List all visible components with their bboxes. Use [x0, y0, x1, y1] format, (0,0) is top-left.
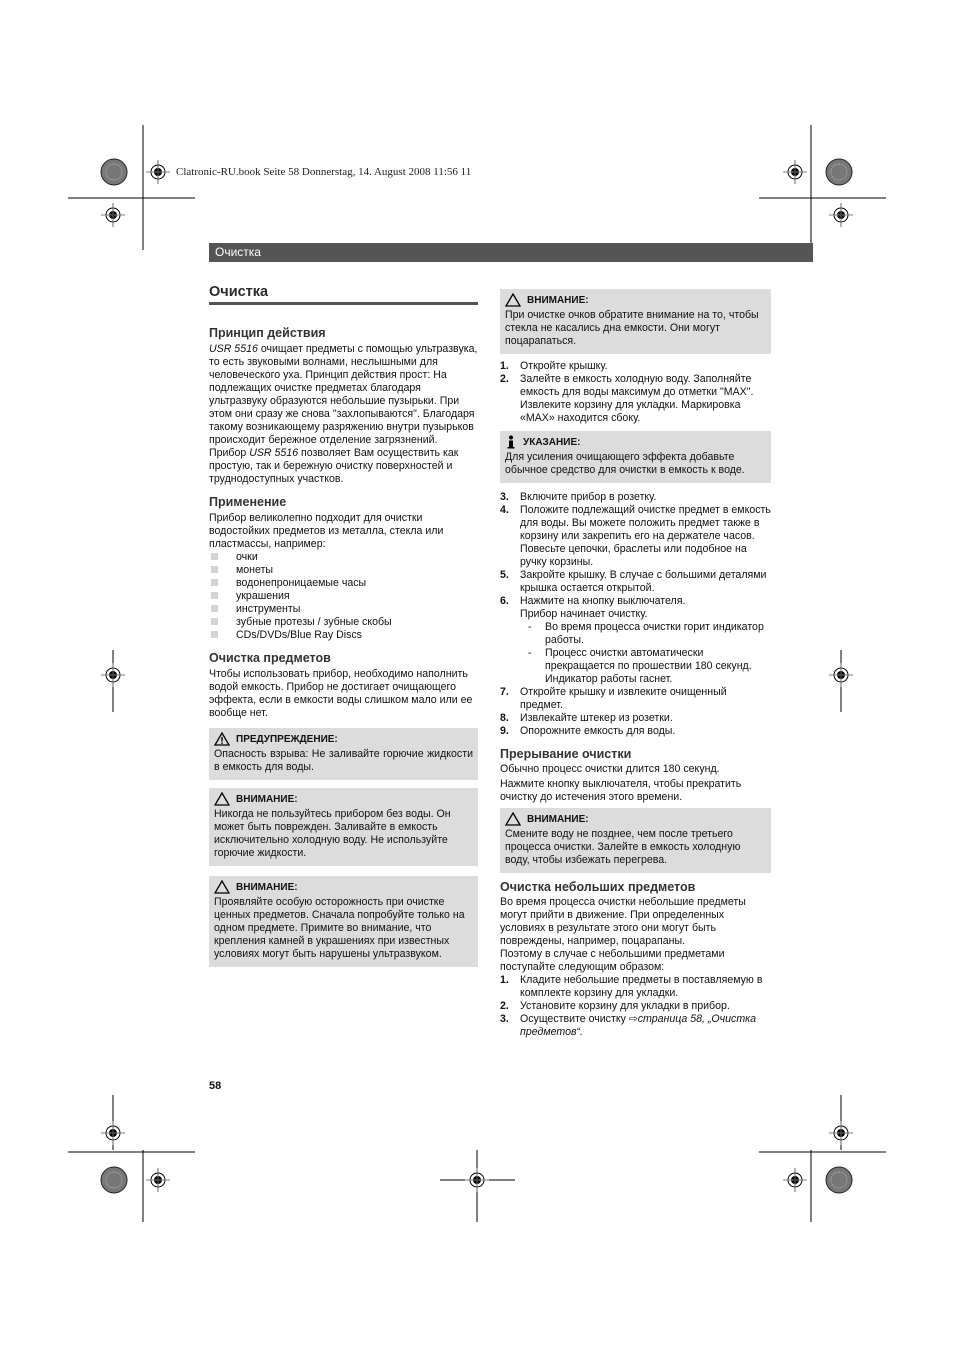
list-item [500, 491, 771, 504]
step-number: 1. [500, 360, 509, 372]
step-number: 7. [500, 686, 509, 698]
step-number: 1. [500, 974, 509, 986]
step-text: Откройте крышку и извлеките очищенный предмет. [520, 686, 727, 711]
caution-title [214, 792, 473, 806]
step-text: Опорожните емкость для воды. [520, 725, 676, 737]
heading-usage: Применение [209, 495, 287, 509]
steps-list [500, 491, 771, 621]
list-item: монеты [209, 564, 478, 577]
left-column [209, 286, 478, 967]
step-number: 6. [500, 595, 509, 607]
caution-box [209, 788, 478, 866]
usage-intro: Прибор великолепно подходит для очистки водостойких предметов из металла, стекла или пластмассы, например: [209, 512, 444, 550]
warning-title-text: ПРЕДУПРЕЖДЕНИЕ: [236, 733, 338, 745]
list-item [500, 595, 771, 621]
step-text: Установите корзину для укладки в прибор. [520, 1000, 730, 1012]
step-number: 8. [500, 712, 509, 724]
step-text: Кладите небольшие предметы в поставляемую в комплекте корзину для укладки. [520, 974, 763, 999]
right-column [500, 289, 771, 1039]
info-icon [505, 435, 517, 449]
small-text-2: Поэтому в случае с небольшими предметами поступайте следующим образом: [500, 948, 725, 973]
step-text: Нажмите на кнопку выключателя. [520, 595, 686, 607]
step-text: Откройте крышку. [520, 360, 608, 372]
model-name-2: USR 5516 [249, 447, 299, 459]
page-number: 58 [209, 1080, 222, 1092]
list-item [500, 569, 771, 595]
caution-title-text: ВНИМАНИЕ: [527, 813, 589, 825]
caution-title [505, 293, 766, 307]
caution-title-text: ВНИМАНИЕ: [527, 294, 589, 306]
list-item: водонепроницаемые часы [209, 577, 478, 590]
caution-title [214, 880, 473, 894]
step-number: 3. [500, 491, 509, 503]
note-title-text: УКАЗАНИЕ: [523, 436, 581, 448]
note-text: Для усиления очищающего эффекта добавьте обычное средство для очистки в емкость к воде. [505, 451, 745, 476]
list-item: инструменты [209, 603, 478, 616]
caution-triangle-icon [505, 293, 521, 307]
page-reference-link[interactable]: страница 58, „Очистка предметов“. [520, 1013, 757, 1038]
caution-box [209, 876, 478, 967]
principle-text-2 [209, 447, 478, 486]
steps-list [500, 974, 771, 1039]
list-item: зубные протезы / зубные скобы [209, 616, 478, 629]
step-text: Закройте крышку. В случае с большими деталями крышка остается открытой. [520, 569, 767, 594]
principle-body: очищает предметы с помощью ультразвука, то есть звуковыми волнами, неслышными для человеческого уха. Принцип действия прост: На подлежащих очистке предметах благодаря ультразвуку образуются небольшие пузырьки. При этом они сразу же снова "захлопываются". Благодаря такому возникающему разряжению внутри пузырьков происходит бережное отделение загрязнений. [209, 343, 478, 446]
interrupt-text-2: Нажмите кнопку выключателя, чтобы прекратить очистку до истечения этого времени. [500, 778, 742, 803]
step-subtext: Прибор начинает очистку. [520, 608, 648, 620]
list-item [500, 974, 771, 1000]
list-item [500, 360, 771, 373]
step-text: Включите прибор в розетку. [520, 491, 657, 503]
list-item [500, 686, 771, 712]
caution-box [500, 808, 771, 873]
section-header-bar [209, 243, 813, 262]
list-item: - Во время процесса очистки горит индикатор работы. [500, 621, 771, 647]
step6-details [500, 621, 771, 686]
step-number: 9. [500, 725, 509, 737]
list-item: очки [209, 551, 478, 564]
caution-title-text: ВНИМАНИЕ: [236, 793, 298, 805]
cleaning-text: Чтобы использовать прибор, необходимо наполнить водой емкость. Прибор не достигает очищающего эффекта, если в емкости воды слишком мало или ее вообще нет. [209, 668, 473, 719]
list-item [500, 712, 771, 725]
model-name: USR 5516 [209, 343, 258, 355]
list-item [500, 725, 771, 738]
list-item [500, 373, 771, 425]
note-box [500, 431, 771, 483]
caution-text: При очистке очков обратите внимание на то, чтобы стекла не касались дна емкости. Они могут поцарапаться. [505, 309, 759, 347]
caution-triangle-icon [505, 812, 521, 826]
interrupt-text-1: Обычно процесс очистки длится 180 секунд. [500, 763, 720, 775]
list-item [500, 504, 771, 569]
list-item: CDs/DVDs/Blue Ray Discs [209, 629, 478, 642]
caution-text: Проявляйте особую осторожность при очистке ценных предметов. Сначала попробуйте только на одном предмете. Примите во внимание, что крепления камней в украшениях при известных условиях могут быть нарушены ультразвуком. [214, 896, 465, 960]
list-item: - Процесс очистки автоматически прекращается по прошествии 180 секунд. Индикатор работы гаснет. [500, 647, 771, 686]
caution-text: Смените воду не позднее, чем после третьего процесса очистки. Залейте в емкость холодную воду, чтобы избежать перегрева. [505, 828, 741, 866]
note-title [505, 435, 766, 449]
heading-small-items: Очистка небольших предметов [500, 880, 696, 894]
caution-triangle-icon [214, 792, 230, 806]
principle-text [209, 343, 478, 447]
warning-title [214, 732, 473, 746]
step-text: Положите подлежащий очистке предмет в емкость для воды. Вы можете положить предмет также в корзину или закрепить его на держателе часов. Повесьте цепочки, браслеты или подобное на ручку корзины. [520, 504, 771, 568]
steps-list [500, 360, 771, 425]
warning-box [209, 728, 478, 780]
small-text-1: Во время процесса очистки небольшие предметы могут прийти в движение. При определенных условиях в результате этого они могут быть повреждены, например, поцарапаны. [500, 896, 746, 947]
list-item [500, 1013, 771, 1039]
list-item [500, 1000, 771, 1013]
heading-interrupt: Прерывание очистки [500, 747, 632, 761]
caution-box [500, 289, 771, 354]
step-number: 3. [500, 1013, 509, 1025]
step-number: 2. [500, 373, 509, 385]
caution-title [505, 812, 766, 826]
step-number: 2. [500, 1000, 509, 1012]
heading-principle: Принцип действия [209, 326, 326, 340]
print-info: Clatronic-RU.book Seite 58 Donnerstag, 14. August 2008 11:56 11 [176, 166, 472, 178]
steps-list [500, 686, 771, 738]
list-item: украшения [209, 590, 478, 603]
warning-triangle-icon [214, 732, 230, 746]
step-number: 4. [500, 504, 509, 516]
arrow-icon: ⇨ [628, 1013, 638, 1025]
step-text: Извлекайте штекер из розетки. [520, 712, 673, 724]
step-text: Залейте в емкость холодную воду. Заполняйте емкость для воды максимум до отметки "MAX". Извлеките корзину для укладки. Маркировка «MAX» находится сбоку. [520, 373, 754, 424]
step-text: Осуществите очистку [520, 1013, 629, 1025]
principle-body-2b: позволяет Вам осуществить как простую, так и бережную очистку поверхностей и труднодоступных участков. [209, 447, 459, 485]
heading-cleaning: Очистка предметов [209, 651, 331, 665]
principle-body-2a: Прибор [209, 447, 250, 459]
step-number: 5. [500, 569, 509, 581]
section-header-label: Очистка [215, 245, 261, 259]
page-title: Очистка [209, 284, 269, 300]
usage-list [209, 551, 478, 642]
caution-triangle-icon [214, 880, 230, 894]
title-rule [209, 302, 478, 305]
warning-text: Опасность взрыва: Не заливайте горючие жидкости в емкость для воды. [214, 748, 473, 773]
caution-title-text: ВНИМАНИЕ: [236, 881, 298, 893]
caution-text: Никогда не пользуйтесь прибором без воды. Он может быть поврежден. Заливайте в емкость исключительно холодную воду. Не используйте горючие жидкости. [214, 808, 451, 859]
